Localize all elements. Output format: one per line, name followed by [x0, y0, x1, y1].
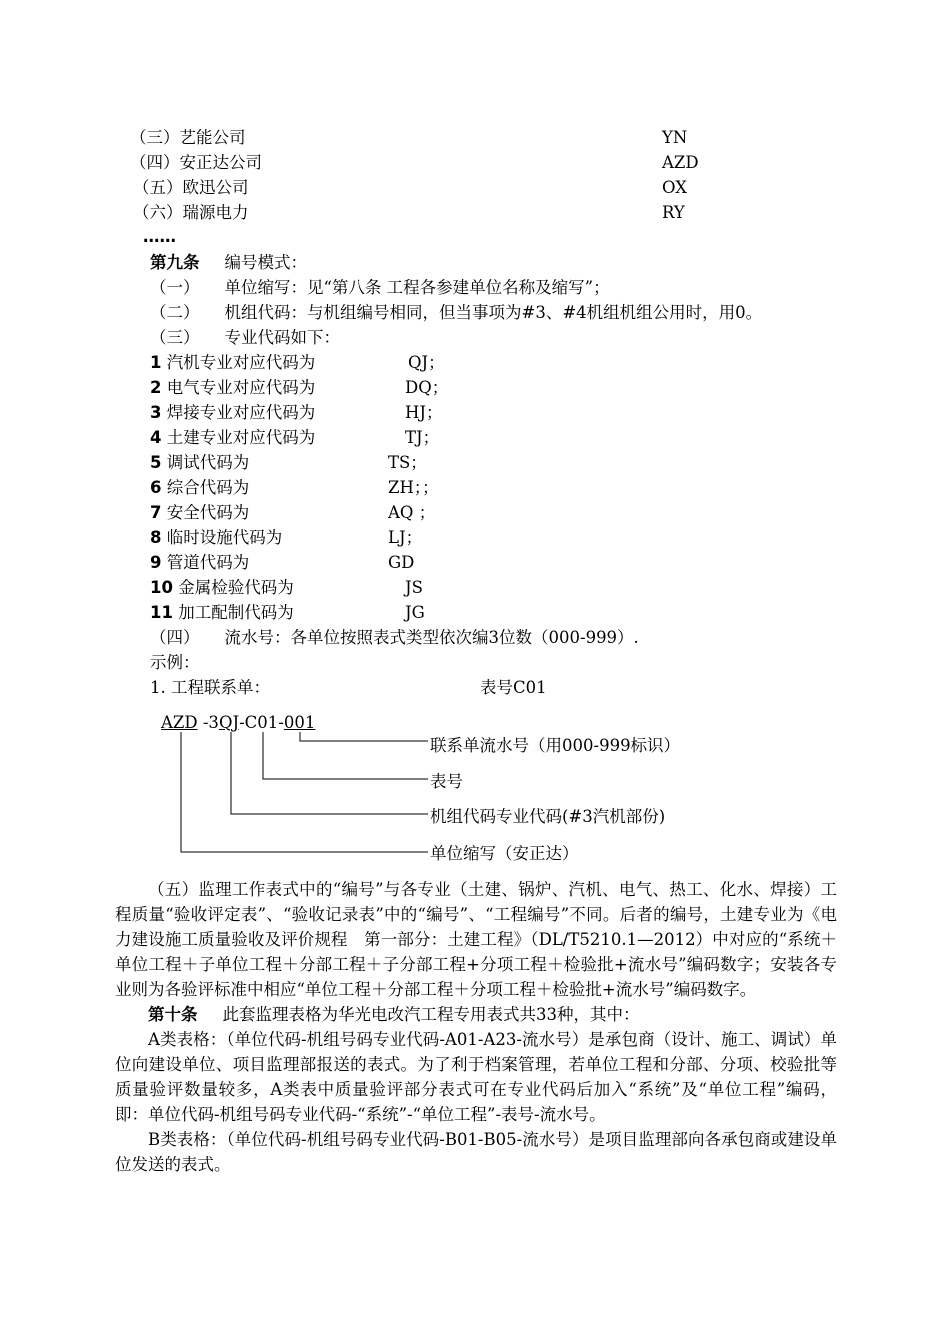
example-item: 1. 工程联系单：: [150, 678, 270, 697]
example-label: 示例：: [150, 653, 200, 672]
article9-item: （三） 专业代码如下：: [150, 328, 340, 347]
paragraph-item5: （五）监理工作表式中的“编号”与各专业（土建、锅炉、汽机、电气、热工、化水、焊接）工程质量“验收评定表”、“验收记录表”中的“编号”、“工程编号”不同。后者的编号，土建专业为《电力建设施工质量验收及评价规程 第一部分：土建工程》（DL/T5210.1—2012）中对应的“系统＋单位工程＋子单位工程＋分部工程＋子分部工程+分项工程＋检验批+流水号”编码数字；安装各专业则为各验评标准中相应“单位工程＋分部工程＋分项工程＋检验批+流水号”编码数字。: [115, 880, 837, 999]
diagram-label: 机组代码专业代码(#3汽机部份): [430, 807, 666, 826]
paragraph-type-a: A类表格：（单位代码-机组号码专业代码-A01-A23-流水号）是承包商（设计、施工、调试）单位向建设单位、项目监理部报送的表式。为了利于档案管理，若单位工程和分部、分项、校验批等质量验评数量较多，A类表中质量验评部分表式可在专业代码后加入“系统”及“单位工程”编码，即：单位代码-机组号码专业代码-“系统”-“单位工程”-表号-流水号。: [115, 1030, 837, 1124]
unit-code: OX: [662, 178, 687, 197]
article10-text: 此套监理表格为华光电改汽工程专用表式共33种，其中：: [222, 1005, 640, 1024]
code-value: DQ；: [405, 378, 449, 397]
diagram-label: 单位缩写（安正达）: [430, 844, 579, 863]
code-row: 6 综合代码为: [150, 478, 250, 497]
code-value: LJ；: [388, 528, 423, 547]
code-example: AZD -3QJ-C01-001: [161, 713, 316, 732]
unit-code: YN: [662, 128, 688, 147]
code-row: 7 安全代码为: [150, 503, 250, 522]
connector-unit: [181, 732, 428, 852]
article9-item: （一） 单位缩写：见“第八条 工程各参建单位名称及缩写”；: [150, 278, 610, 297]
paragraph-type-b: B类表格：（单位代码-机组号码专业代码-B01-B05-流水号）是项目监理部向各承包商或建设单位发送的表式。: [115, 1130, 837, 1174]
code-row: 11 加工配制代码为: [150, 603, 294, 622]
unit-label: （三）: [130, 128, 180, 147]
code-value: HJ；: [405, 403, 443, 422]
example-form-no: 表号C01: [480, 678, 547, 697]
code-value: AQ ；: [388, 503, 436, 522]
code-value: JS: [405, 578, 423, 597]
diagram-label: 联系单流水号（用000-999标识）: [430, 736, 681, 755]
diagram-label: 表号: [430, 772, 463, 791]
code-value: QJ；: [408, 353, 445, 372]
unit-label: （六）: [133, 203, 183, 222]
unit-name: 安正达公司: [179, 153, 262, 172]
code-value: GD: [388, 553, 415, 572]
article9-item: （二） 机组代码：与机组编号相同，但当事项为#3、#4机组机组公用时，用0。: [150, 303, 763, 322]
unit-code: RY: [662, 203, 685, 222]
code-row: 4 土建专业对应代码为: [150, 428, 316, 447]
article9-title: 第九条: [150, 253, 200, 272]
code-row: 2 电气专业对应代码为: [150, 378, 316, 397]
article9-item: （四） 流水号：各单位按照表式类型依次编3位数（000-999）.: [150, 628, 639, 647]
unit-name: 瑞源电力: [182, 203, 249, 222]
code-row: 10 金属检验代码为: [150, 578, 294, 597]
article10: [115, 1002, 837, 1027]
code-row: 8 临时设施代码为: [150, 528, 283, 547]
unit-label: （五）: [133, 178, 183, 197]
article9-subtitle: 编号模式：: [224, 253, 307, 272]
connector-serial: [300, 732, 428, 741]
code-row: 1 汽机专业对应代码为: [150, 353, 316, 372]
unit-name: 艺能公司: [179, 128, 246, 147]
body-text: [115, 877, 837, 1177]
code-row: 3 焊接专业对应代码为: [150, 403, 316, 422]
unit-name: 欧迅公司: [182, 178, 249, 197]
connector-form: [263, 732, 428, 779]
article10-title: 第十条: [148, 1005, 198, 1024]
unit-code: AZD: [662, 153, 699, 172]
code-value: TS；: [388, 453, 427, 472]
code-row: 9 管道代码为: [150, 553, 250, 572]
code-value: ZH；；: [388, 478, 439, 497]
code-value: JG: [405, 603, 425, 622]
code-value: TJ；: [405, 428, 440, 447]
code-row: 5 调试代码为: [150, 453, 250, 472]
connector-unit-specialty: [231, 732, 428, 814]
ellipsis: ……: [143, 227, 176, 246]
unit-label: （四）: [130, 153, 180, 172]
